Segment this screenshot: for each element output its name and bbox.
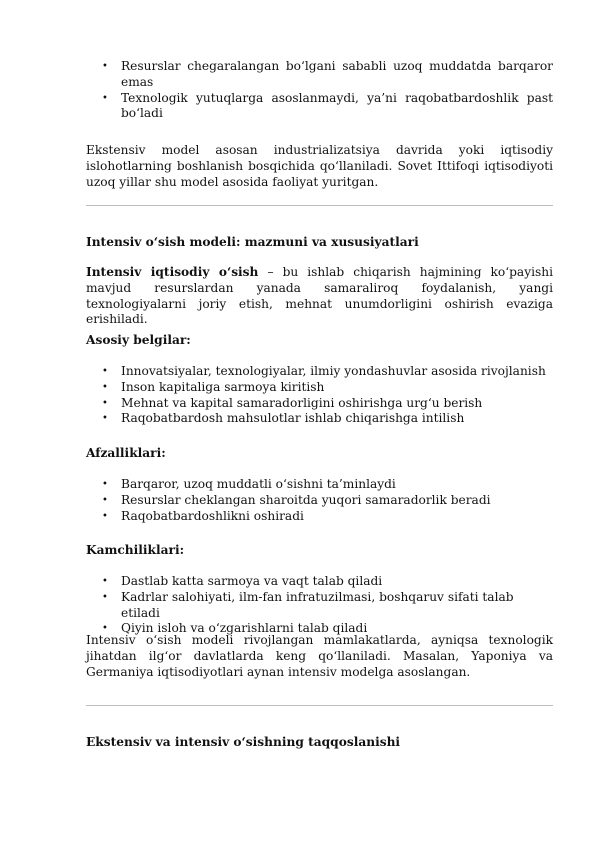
- list-item: [86, 396, 553, 412]
- list-item: [86, 411, 553, 427]
- disadvantages-heading: Kamchiliklari:: [86, 543, 185, 557]
- list-item: [86, 574, 553, 590]
- bullet-icon: •: [102, 381, 108, 393]
- list-item-text: Dastlab katta sarmoya va vaqt talab qiladi: [121, 574, 383, 588]
- list-item-text: Qiyin isloh va o‘zgarishlarni talab qiladi: [121, 621, 368, 636]
- list-item-text: Raqobatbardoshlikni oshiradi: [121, 508, 304, 523]
- intro-definition: – bu ishlab chiqarish hajmining ko‘payishi mavjud resurslardan yanada samaraliroq foydalanish, yangi texnologiyalarni joriy etish, mehnat unumdorligini oshirish evaziga erishiladi.: [86, 265, 553, 327]
- section-divider: [86, 705, 553, 706]
- bullet-icon: •: [102, 92, 108, 104]
- closing-paragraph: Intensiv o‘sish modeli rivojlangan mamlakatlarda, ayniqsa texnologik jihatdan ilg‘or davlatlarda keng qo‘llaniladi. Masalan, Yaponiya va Germaniya iqtisodiyotlari aynan intensiv modelga asoslangan.: [86, 633, 553, 679]
- intro-paragraph: [86, 265, 553, 328]
- list-item-text: Kadrlar salohiyati, ilm-fan infratuzilmasi, boshqaruv sifati talab etiladi: [121, 589, 514, 620]
- list-item: [86, 91, 553, 123]
- list-item-text: Mehnat va kapital samaradorligini oshirishga urg‘u berish: [121, 395, 483, 410]
- bullet-icon: •: [102, 576, 108, 587]
- bullet-icon: •: [102, 397, 108, 409]
- bullet-icon: •: [102, 413, 108, 425]
- list-item: [86, 380, 553, 396]
- bullet-icon: •: [102, 591, 108, 603]
- bullet-icon: •: [102, 623, 108, 635]
- bullet-icon: •: [102, 510, 108, 522]
- bullet-icon: •: [102, 61, 108, 72]
- bullet-icon: •: [102, 479, 108, 490]
- bullet-icon: •: [102, 366, 108, 377]
- features-heading: Asosiy belgilar:: [86, 333, 191, 347]
- list-item-text: Raqobatbardosh mahsulotlar ishlab chiqarishga intilish: [121, 411, 465, 426]
- drawbacks-list: [86, 59, 553, 122]
- extensive-paragraph: Ekstensiv model asosan industrializatsiya davrida yoki iqtisodiy islohotlarning boshlanish bosqichida qo‘llaniladi. Sovet Ittifoqi iqtisodiyoti uzoq yillar shu model asosida faoliyat yuritgan.: [86, 143, 553, 189]
- list-item-text: Texnologik yutuqlarga asoslanmaydi, ya’ni raqobatbardoshlik past bo‘ladi: [121, 90, 553, 121]
- disadvantages-list: [86, 574, 553, 637]
- features-list: [86, 364, 553, 427]
- list-item-text: Innovatsiyalar, texnologiyalar, ilmiy yondashuvlar asosida rivojlanish: [121, 364, 546, 378]
- list-item: [86, 59, 553, 91]
- advantages-heading: Afzalliklari:: [86, 446, 166, 460]
- intro-term: Intensiv iqtisodiy o‘sish: [86, 265, 259, 279]
- section-divider: [86, 205, 553, 206]
- list-item: [86, 477, 553, 493]
- section-title: Intensiv o‘sish modeli: mazmuni va xususiyatlari: [86, 235, 419, 249]
- list-item: [86, 364, 553, 380]
- bullet-icon: •: [102, 494, 108, 506]
- list-item-text: Inson kapitaliga sarmoya kiritish: [121, 379, 325, 394]
- list-item-text: Resurslar cheklangan sharoitda yuqori samaradorlik beradi: [121, 492, 491, 507]
- list-item: [86, 493, 553, 509]
- document-page: [86, 0, 553, 749]
- list-item-text: Resurslar chegaralangan bo‘lgani sababli uzoq muddatda barqaror emas: [121, 59, 553, 89]
- list-item: [86, 590, 553, 622]
- list-item-text: Barqaror, uzoq muddatli o‘sishni ta’minlaydi: [121, 477, 396, 491]
- advantages-list: [86, 477, 553, 524]
- list-item: [86, 509, 553, 525]
- comparison-title: Ekstensiv va intensiv o‘sishning taqqoslanishi: [86, 735, 401, 749]
